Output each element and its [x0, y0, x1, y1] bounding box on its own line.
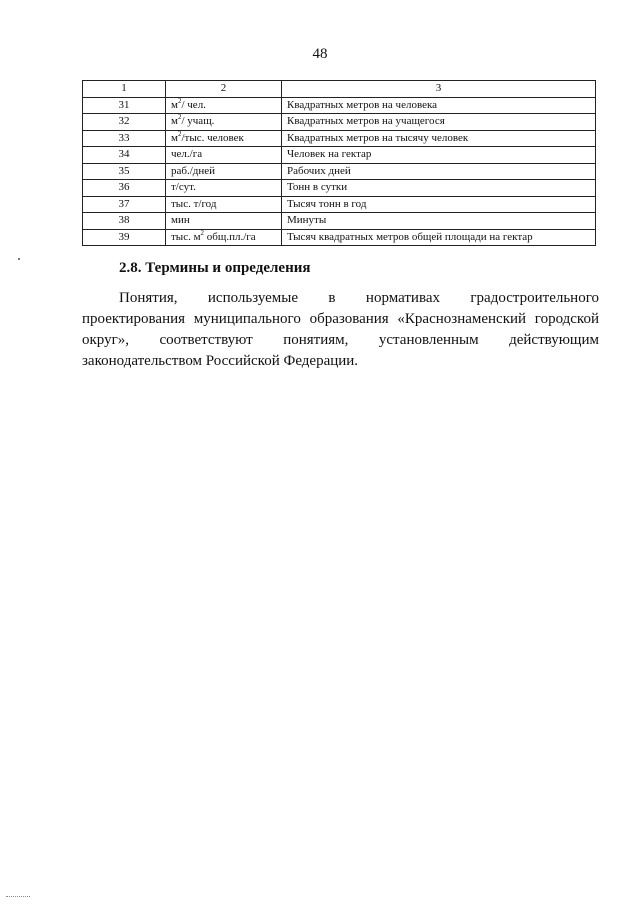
table-row — [83, 196, 596, 213]
description-cell: Тысяч тонн в год — [282, 196, 596, 213]
description-cell: Квадратных метров на учащегося — [282, 114, 596, 131]
description-cell: Квадратных метров на человека — [282, 97, 596, 114]
unit-text-rest: / учащ. — [181, 115, 215, 128]
unit-text: мин — [171, 214, 190, 227]
table-header-cell: 2 — [166, 81, 282, 98]
unit-cell — [166, 180, 282, 197]
row-number-cell: 37 — [83, 196, 166, 213]
unit-cell — [166, 229, 282, 246]
row-number-cell: 38 — [83, 213, 166, 230]
unit-text: раб./дней — [171, 164, 216, 177]
table-header-cell: 1 — [83, 81, 166, 98]
table-row — [83, 180, 596, 197]
row-number-cell: 39 — [83, 229, 166, 246]
page-number: 48 — [312, 46, 328, 62]
unit-superscript: 2 — [200, 228, 205, 237]
unit-text-rest: общ.пл./га — [204, 230, 256, 243]
description-cell: Квадратных метров на тысячу человек — [282, 130, 596, 147]
unit-cell — [166, 147, 282, 164]
unit-cell — [166, 97, 282, 114]
unit-cell — [166, 213, 282, 230]
unit-superscript: 2 — [177, 113, 182, 122]
row-number-cell: 33 — [83, 130, 166, 147]
description-cell: Тысяч квадратных метров общей площади на гектар — [282, 229, 596, 246]
table-header-row — [83, 81, 596, 98]
table-row — [83, 114, 596, 131]
unit-text: м — [171, 98, 178, 111]
unit-cell — [166, 196, 282, 213]
units-table — [82, 80, 596, 246]
unit-cell — [166, 130, 282, 147]
table-header-cell: 3 — [282, 81, 596, 98]
section-heading: 2.8. Термины и определения — [119, 260, 311, 276]
unit-cell — [166, 163, 282, 180]
margin-dot — [18, 258, 20, 260]
description-cell: Человек на гектар — [282, 147, 596, 164]
table-row — [83, 163, 596, 180]
unit-text: тыс. т/год — [171, 197, 217, 210]
unit-text: чел./га — [171, 148, 203, 161]
table-row — [83, 213, 596, 230]
scan-corner-mark — [6, 896, 30, 899]
row-number-cell: 36 — [83, 180, 166, 197]
unit-cell — [166, 114, 282, 131]
unit-text: м — [171, 131, 178, 144]
description-cell: Минуты — [282, 213, 596, 230]
description-cell: Рабочих дней — [282, 163, 596, 180]
section-paragraph: Понятия, используемые в нормативах градостроительного проектирования муниципального образования «Краснознаменский городской округ», соответствуют понятиям, установленным действующим законодательством Российской Федерации. — [82, 290, 599, 369]
unit-superscript: 2 — [177, 96, 182, 105]
row-number-cell: 32 — [83, 114, 166, 131]
unit-text: м — [171, 115, 178, 128]
table-row — [83, 147, 596, 164]
description-cell: Тонн в сутки — [282, 180, 596, 197]
table-row — [83, 130, 596, 147]
row-number-cell: 31 — [83, 97, 166, 114]
table-row — [83, 229, 596, 246]
unit-text-rest: /тыс. человек — [181, 131, 244, 144]
unit-text: т/сут. — [171, 181, 196, 194]
unit-superscript: 2 — [177, 129, 182, 138]
unit-text-rest: / чел. — [181, 98, 206, 111]
row-number-cell: 34 — [83, 147, 166, 164]
unit-text: тыс. м — [171, 230, 201, 243]
table-row — [83, 97, 596, 114]
table-body — [83, 97, 596, 246]
row-number-cell: 35 — [83, 163, 166, 180]
